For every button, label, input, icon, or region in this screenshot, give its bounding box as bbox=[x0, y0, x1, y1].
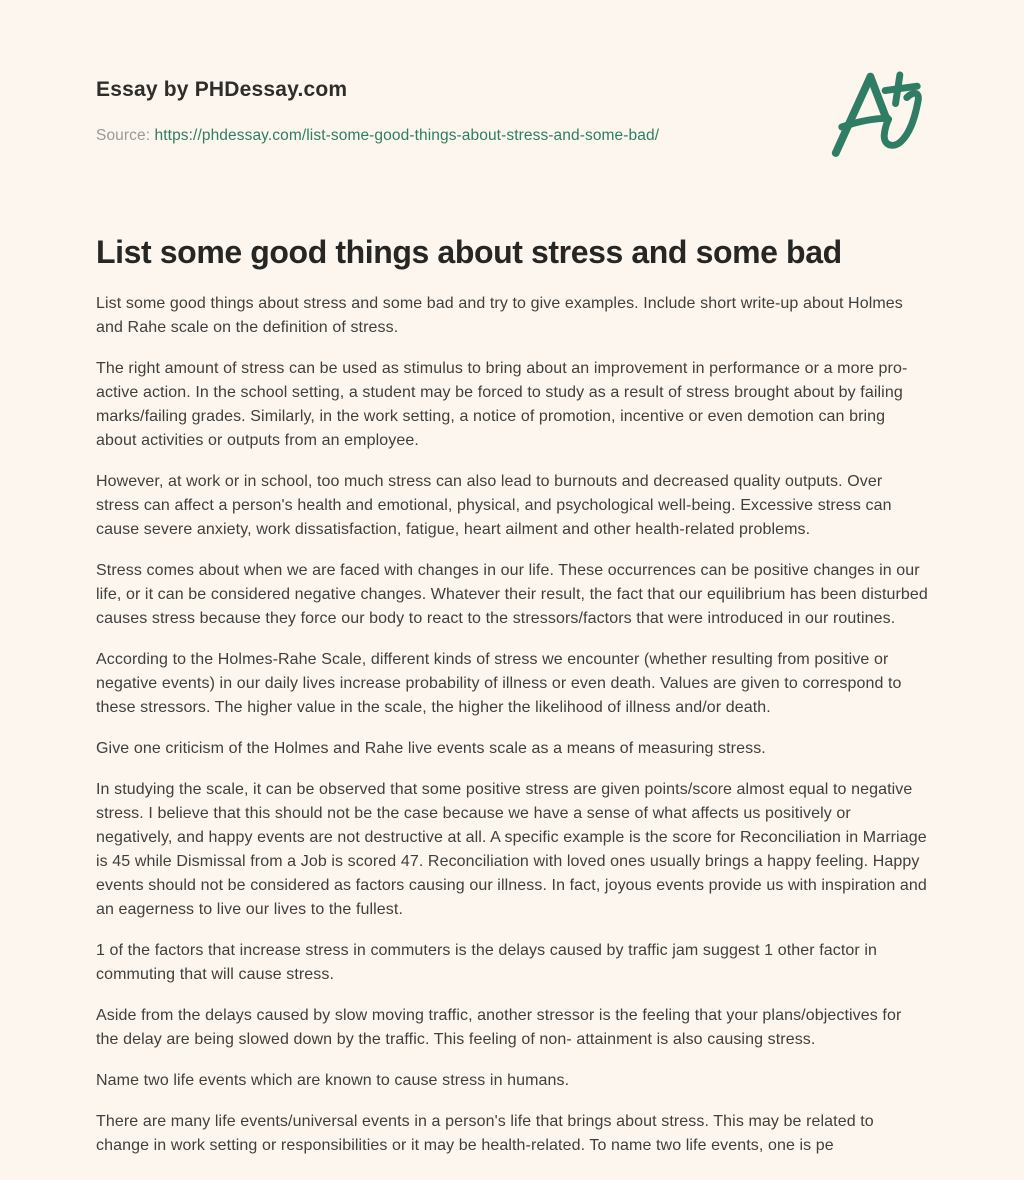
essay-paragraph: Aside from the delays caused by slow moving traffic, another stressor is the feeling that your plans/objectives for the delay are being slowed down by the traffic. This feeling of non- attainment is also causing stress. bbox=[96, 1007, 902, 1048]
essay-paragraph: According to the Holmes-Rahe Scale, different kinds of stress we encounter (whether resulting from positive or negative events) in our daily lives increase probability of illness or even death. Values are given to correspond to these stressors. The higher value in the scale, the higher the likelihood of illness and/or death. bbox=[96, 651, 902, 716]
essay-paragraph: However, at work or in school, too much stress can also lead to burnouts and decreased quality outputs. Over stress can affect a person's health and emotional, physical, and psychological well-being. Excessive stress can cause severe anxiety, work dissatisfaction, fatigue, heart ailment and other health-related problems. bbox=[96, 473, 892, 538]
essay-title: List some good things about stress and some bad bbox=[96, 234, 842, 270]
essay-paragraph: 1 of the factors that increase stress in commuters is the delays caused by traffic jam suggest 1 other factor in commuting that will cause stress. bbox=[96, 942, 878, 983]
source-url-link[interactable]: https://phdessay.com/list-some-good-things-about-stress-and-some-bad/ bbox=[154, 127, 660, 144]
a-plus-swoosh-logo-icon bbox=[821, 62, 977, 172]
essay-paragraph: In studying the scale, it can be observed that some positive stress are given points/score almost equal to negative stress. I believe that this should not be the case because we have a sense of what affects us positively or negatively, and happy events are not destructive at all. A specific example is the score for Reconciliation in Marriage is 45 while Dismissal from a Job is scored 47. Reconciliation with loved ones usually brings a happy feeling. Happy events should not be considered as factors causing our illness. In fact, joyous events provide us with inspiration and an eagerness to live our lives to the fullest. bbox=[96, 781, 927, 918]
essay-paragraph: Stress comes about when we are faced with changes in our life. These occurrences can be positive changes in our life, or it can be considered negative changes. Whatever their result, the fact that our equilibrium has been disturbed causes stress because they force our body to react to the stressors/factors that were introduced in our routines. bbox=[96, 562, 928, 627]
essay-paragraph: List some good things about stress and some bad and try to give examples. Include short write-up about Holmes and Rahe scale on the definition of stress. bbox=[96, 295, 903, 336]
essay-paragraph: The right amount of stress can be used as stimulus to bring about an improvement in performance or a more pro-active action. In the school setting, a student may be forced to study as a result of stress brought about by failing marks/failing grades. Similarly, in the work setting, a notice of promotion, incentive or even demotion can bring about activities or outputs from an employee. bbox=[96, 360, 908, 449]
source-label: Source: bbox=[96, 127, 151, 144]
site-header-title: Essay by PHDessay.com bbox=[96, 78, 348, 101]
essay-paragraph: Give one criticism of the Holmes and Rahe live events scale as a means of measuring stress. bbox=[96, 740, 766, 757]
essay-paragraph: There are many life events/universal events in a person's life that brings about stress. This may be related to change in work setting or responsibilities or it may be health-related. To name two life events, one is pe bbox=[96, 1113, 874, 1154]
source-row bbox=[96, 127, 928, 145]
essay-paragraph: Name two life events which are known to cause stress in humans. bbox=[96, 1072, 570, 1089]
essay-body bbox=[96, 292, 928, 1158]
